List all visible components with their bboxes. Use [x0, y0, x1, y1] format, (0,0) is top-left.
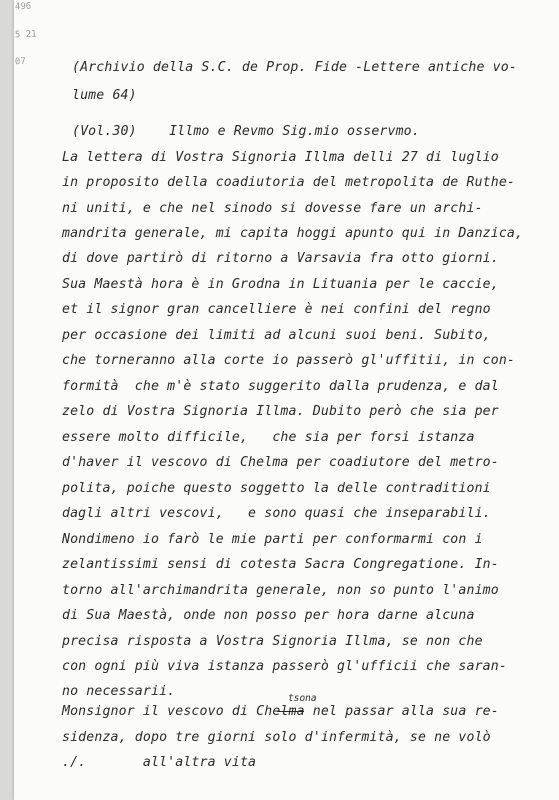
body-line: zelantissimi sensi di cotesta Sacra Congregatione. In- — [62, 557, 499, 572]
body-line: essere molto difficile, che sia per forsi istanza — [62, 430, 475, 445]
body-line: torno all'archimandrita generale, non so punto l'animo — [62, 583, 499, 598]
body-line: ni uniti, e che nel sinodo si dovesse fare un archi- — [62, 201, 483, 216]
closing-line: sidenza, dopo tre giorni solo d'infermità, se ne volò — [62, 730, 491, 745]
handwritten-correction: tsona — [288, 693, 317, 704]
salutation-line: (Vol.30) Illmo e Revmo Sig.mio osservmo. — [72, 124, 420, 139]
body-line: et il signor gran cancelliere è nei confini del regno — [62, 302, 491, 317]
margin-note: 496 — [14, 1, 32, 13]
body-line: precisa risposta a Vostra Signoria Illma, se non che — [62, 634, 483, 649]
archive-reference-line: lume 64) — [72, 88, 137, 103]
body-line: formità che m'è stato suggerito dalla prudenza, e dal — [62, 379, 499, 394]
document-page — [14, 0, 559, 800]
body-line: con ogni più viva istanza passerò gl'ufficii che saran- — [62, 659, 507, 674]
margin-note: 07 — [14, 56, 26, 68]
body-line: zelo di Vostra Signoria Illma. Dubito però che sia per — [62, 404, 499, 419]
closing-line: ./. all'altra vita — [62, 755, 257, 770]
body-line: La lettera di Vostra Signoria Illma delli 27 di luglio — [62, 150, 499, 165]
body-line: per occasione dei limiti ad alcuni suoi beni. Subito, — [62, 328, 491, 343]
body-line: Sua Maestà hora è in Grodna in Lituania per le caccie, — [62, 277, 499, 292]
body-line: in proposito della coadiutoria del metropolita de Ruthe- — [62, 175, 516, 190]
body-line: no necessarii. — [62, 684, 176, 699]
body-line: dagli altri vescovi, e sono quasi che inseparabili. — [62, 506, 491, 521]
closing-line: Monsignor il vescovo di Chelma nel passar alla sua re- — [62, 704, 499, 719]
body-line: d'haver il vescovo di Chelma per coadiutore del metro- — [62, 455, 499, 470]
margin-note: 5 21 — [14, 29, 37, 41]
body-line: Nondimeno io farò le mie parti per conformarmi con i — [62, 532, 483, 547]
archive-reference-line: (Archivio della S.C. de Prop. Fide -Lettere antiche vo- — [72, 60, 517, 75]
body-line: polita, poiche questo soggetto la delle contraditioni — [62, 481, 491, 496]
body-line: che torneranno alla corte io passerò gl'uffitii, in con- — [62, 353, 516, 368]
body-line: di Sua Maestà, onde non posso per hora darne alcuna — [62, 608, 475, 623]
body-line: mandrita generale, mi capita hoggi apunto qui in Danzica, — [62, 226, 524, 241]
body-line: di dove partirò di ritorno a Varsavia fra otto giorni. — [62, 251, 499, 266]
